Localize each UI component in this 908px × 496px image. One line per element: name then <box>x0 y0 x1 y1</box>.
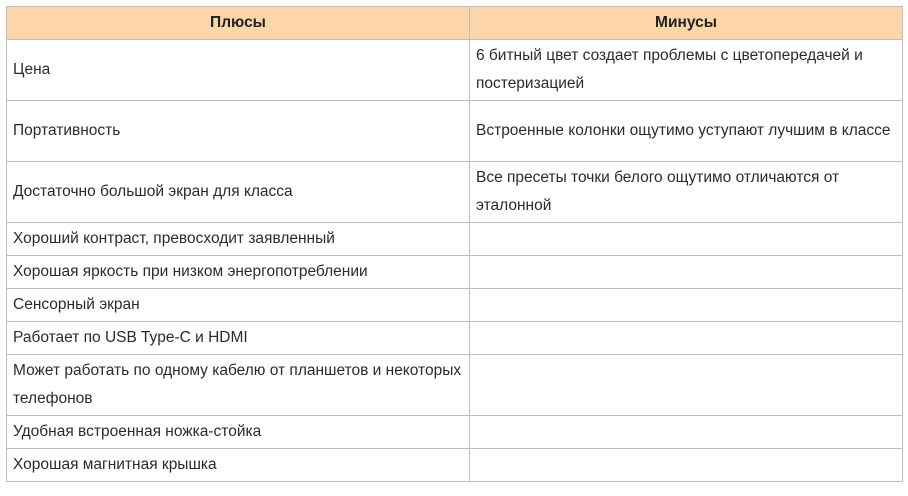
pro-cell: Хороший контраст, превосходит заявленный <box>7 223 470 256</box>
cons-header: Минусы <box>470 7 903 40</box>
table-row <box>7 355 903 416</box>
con-cell <box>470 223 903 256</box>
table-row <box>7 289 903 322</box>
con-cell: Встроенные колонки ощутимо уступают лучшим в классе <box>470 101 903 162</box>
pro-cell: Достаточно большой экран для класса <box>7 162 470 223</box>
pro-cell: Может работать по одному кабелю от планшетов и некоторых телефонов <box>7 355 470 416</box>
table-row <box>7 101 903 162</box>
table-row <box>7 449 903 482</box>
con-cell <box>470 449 903 482</box>
con-cell <box>470 322 903 355</box>
con-cell <box>470 256 903 289</box>
table-row <box>7 40 903 101</box>
table-row <box>7 322 903 355</box>
con-cell <box>470 289 903 322</box>
pro-cell: Работает по USB Type-C и HDMI <box>7 322 470 355</box>
pro-cell: Удобная встроенная ножка-стойка <box>7 416 470 449</box>
pros-header: Плюсы <box>7 7 470 40</box>
table-row <box>7 223 903 256</box>
table-header-row <box>7 7 903 40</box>
pro-cell: Хорошая яркость при низком энергопотреблении <box>7 256 470 289</box>
pro-cell: Портативность <box>7 101 470 162</box>
pro-cell: Сенсорный экран <box>7 289 470 322</box>
table-row <box>7 162 903 223</box>
pro-cell: Хорошая магнитная крышка <box>7 449 470 482</box>
table-row <box>7 416 903 449</box>
pros-cons-table <box>6 6 903 482</box>
con-cell: Все пресеты точки белого ощутимо отличаются от эталонной <box>470 162 903 223</box>
con-cell <box>470 355 903 416</box>
table-row <box>7 256 903 289</box>
con-cell: 6 битный цвет создает проблемы с цветопередачей и постеризацией <box>470 40 903 101</box>
con-cell <box>470 416 903 449</box>
pro-cell: Цена <box>7 40 470 101</box>
